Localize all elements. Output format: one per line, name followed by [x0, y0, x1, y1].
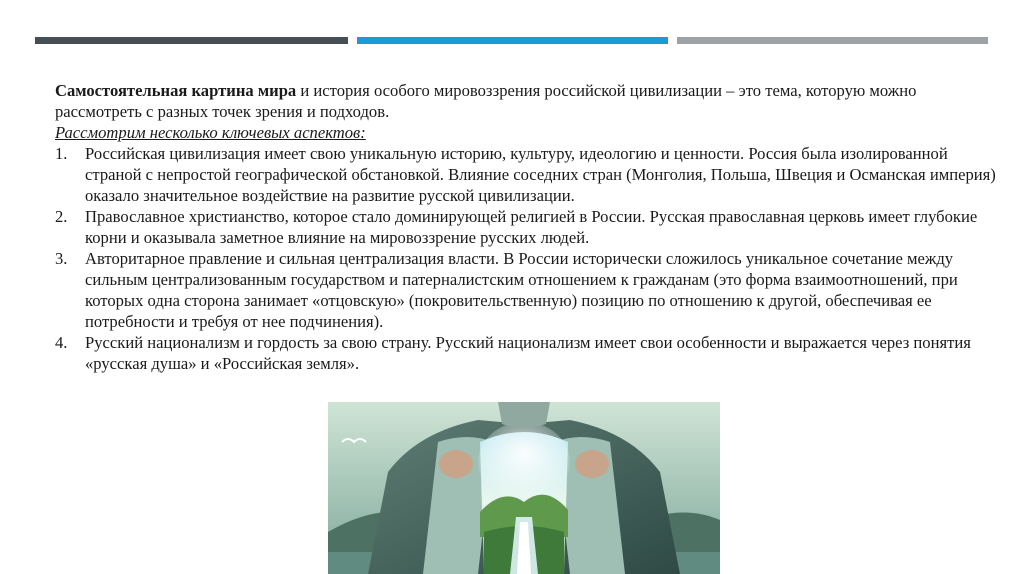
- header-bar-blue: [357, 37, 668, 44]
- list-item: [55, 206, 1000, 248]
- list-number: 1.: [55, 144, 68, 163]
- list-number: 4.: [55, 333, 68, 352]
- intro-bold-phrase: Самостоятельная картина мира: [55, 81, 297, 100]
- aspects-subtitle: Рассмотрим несколько ключевых аспектов:: [55, 123, 366, 142]
- intro-paragraph: [55, 80, 1000, 122]
- list-item: [55, 143, 1000, 206]
- list-text: Российская цивилизация имеет свою уникальную историю, культуру, идеологию и ценности. Россия была изолированной страной с непростой географической обстановкой. Влияние соседних стран (Монголия, Польша, Швеция и Османская империя) оказало значительное воздействие на развитие русской цивилизации.: [85, 144, 996, 205]
- list-text: Русский национализм и гордость за свою страну. Русский национализм имеет свои особенности и выражается через понятия «русская душа» и «Российская земля».: [85, 333, 971, 373]
- header-bar-gray: [677, 37, 988, 44]
- list-number: 2.: [55, 207, 68, 226]
- header-bar-dark: [35, 37, 348, 44]
- illustration-man-opening-shirt: [328, 402, 720, 574]
- list-text: Православное христианство, которое стало доминирующей религией в России. Русская православная церковь имеет глубокие корни и оказывала заметное влияние на мировоззрение русских людей.: [85, 207, 978, 247]
- intro-text: и история особого мировоззрения российской цивилизации – это тема, которую можно рассмотреть с разных точек зрения и подходов.: [55, 81, 917, 121]
- list-item: [55, 248, 1000, 332]
- aspects-list: [55, 143, 1000, 374]
- list-item: [55, 332, 1000, 374]
- list-text: Авторитарное правление и сильная централизация власти. В России исторически сложилось уникальное сочетание между сильным централизованным государством и патерналистским отношением к гражданам (это форма взаимоотношений, при которых одна сторона занимает «отцовскую» (покровительственную) позицию по отношению к другой, обеспечивая ее потребности и требуя от нее подчинения).: [85, 249, 958, 331]
- slide-body: [55, 80, 1000, 374]
- list-number: 3.: [55, 249, 68, 268]
